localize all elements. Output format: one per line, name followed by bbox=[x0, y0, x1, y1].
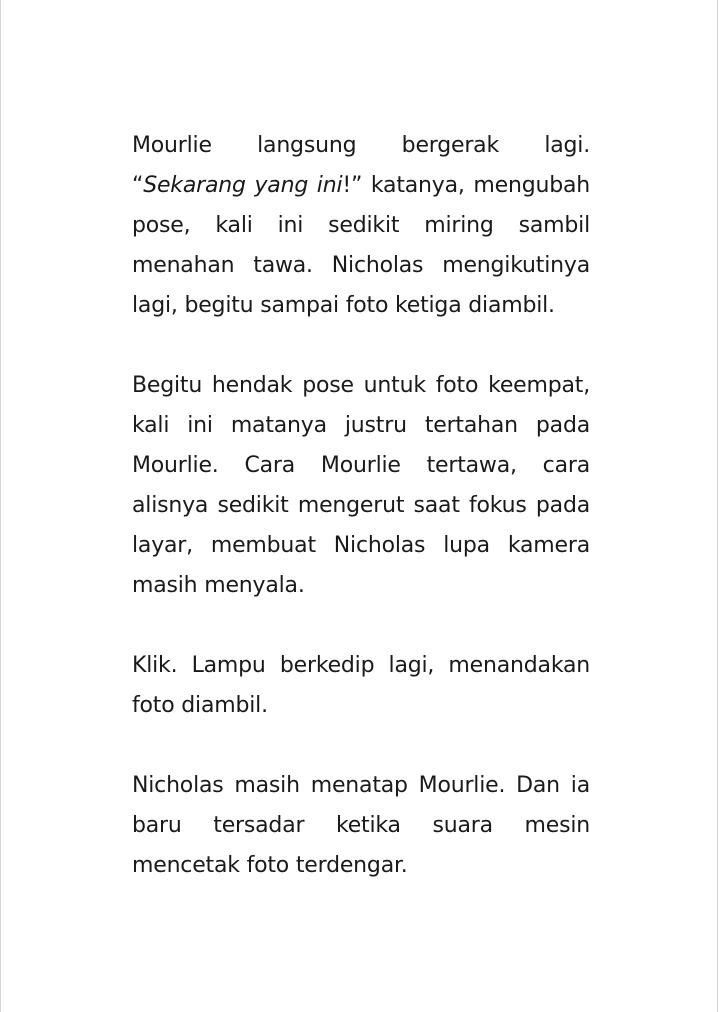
story-text bbox=[132, 126, 590, 886]
paragraph-1-italic-dialogue: Sekarang yang ini bbox=[143, 173, 343, 198]
paragraph-2: Begitu hendak pose untuk foto keempat, kali ini matanya justru tertahan pada Mourlie. Cara Mourlie tertawa, cara alisnya sedikit mengerut saat fokus pada layar, membuat Nicholas lupa kamera masih menyala. bbox=[132, 373, 590, 598]
paragraph-3: Klik. Lampu berkedip lagi, menandakan foto diambil. bbox=[132, 653, 590, 718]
paragraph-1-end: !” katanya, mengubah pose, kali ini sedikit miring sambil menahan tawa. Nicholas mengikutinya lagi, begitu sampai foto ketiga diambil. bbox=[132, 173, 590, 318]
paragraph-1-start: Mourlie langsung bergerak lagi. “ bbox=[132, 133, 590, 198]
paragraph-1 bbox=[132, 126, 590, 326]
paragraph-4: Nicholas masih menatap Mourlie. Dan ia baru tersadar ketika suara mesin mencetak foto terdengar. bbox=[132, 773, 590, 878]
